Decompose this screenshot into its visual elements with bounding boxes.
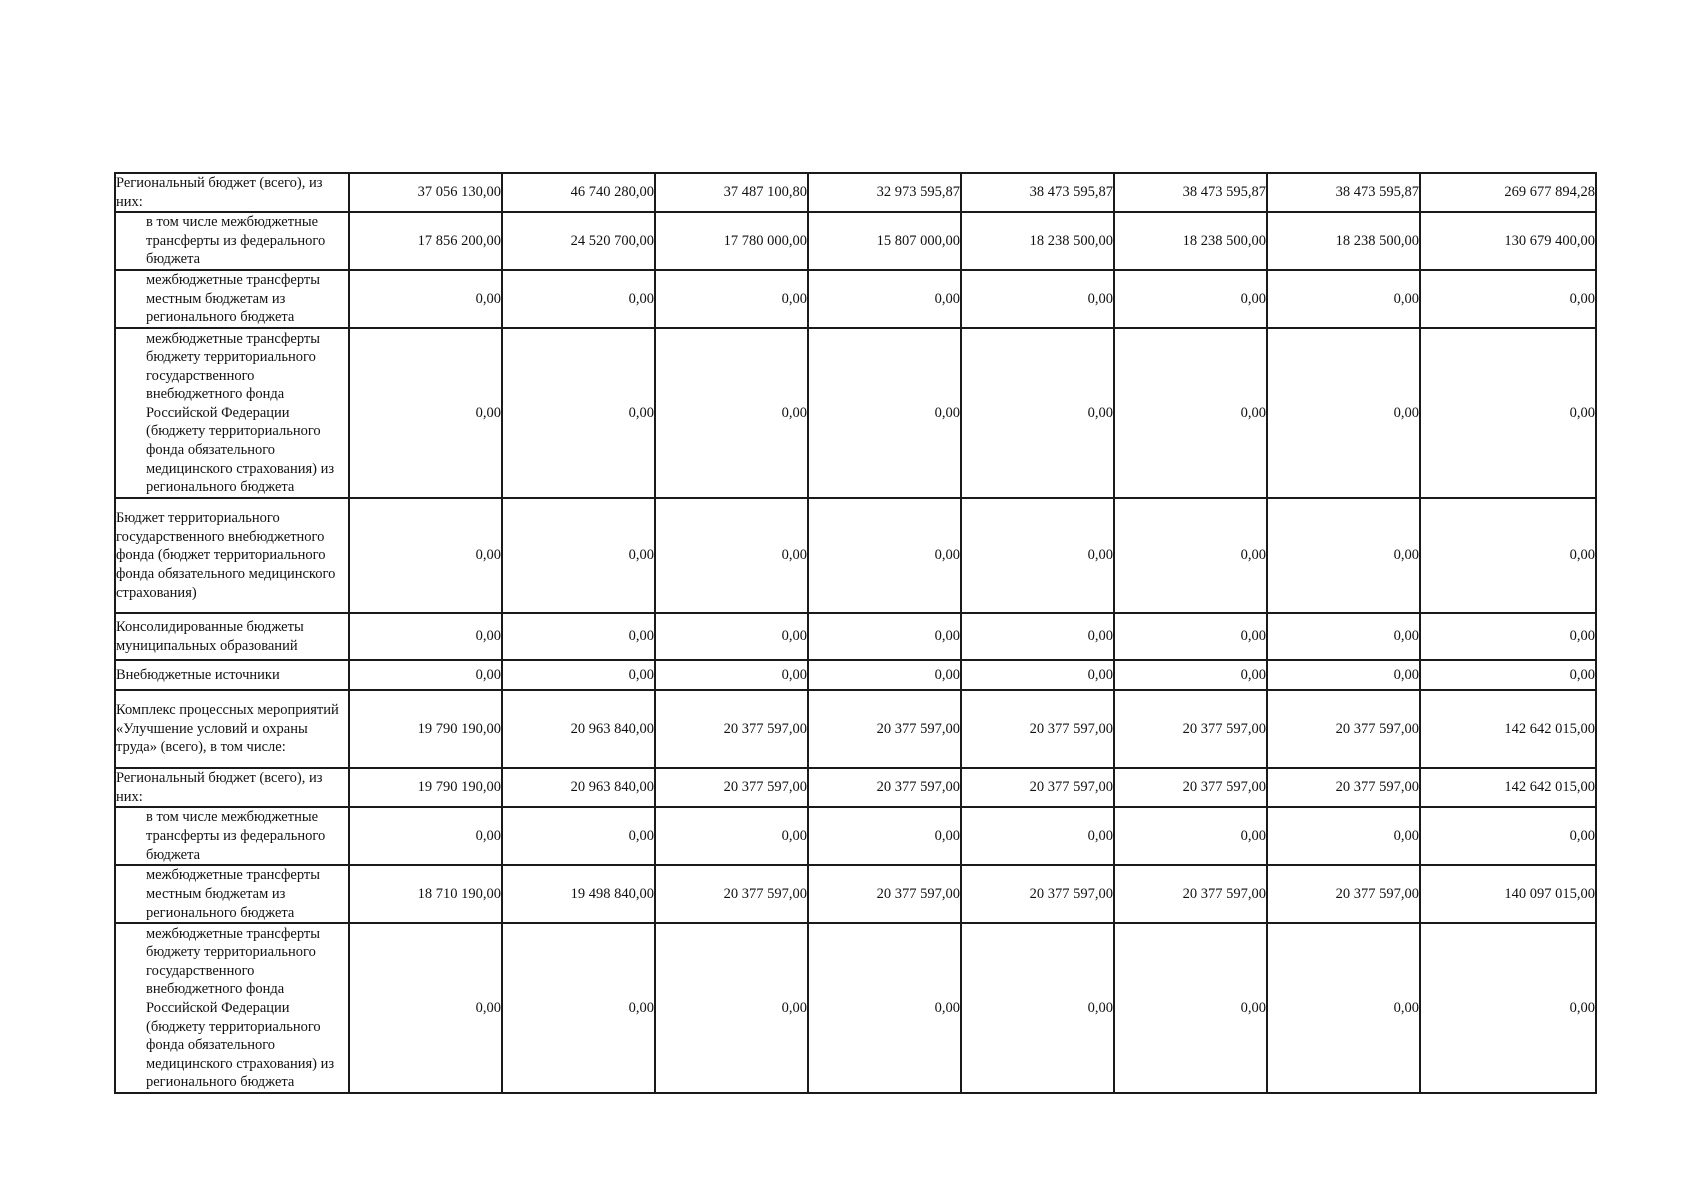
value-cell: 0,00: [502, 613, 655, 660]
row-label: в том числе межбюджетные трансферты из федерального бюджета: [115, 212, 349, 270]
value-cell: 0,00: [349, 923, 502, 1093]
table-row: [115, 660, 1596, 690]
value-cell: 20 377 597,00: [808, 768, 961, 807]
row-label: Консолидированные бюджеты муниципальных образований: [115, 613, 349, 660]
row-label: Региональный бюджет (всего), из них:: [115, 768, 349, 807]
value-cell: 38 473 595,87: [1114, 173, 1267, 212]
value-cell: 0,00: [1420, 328, 1596, 498]
value-cell: 0,00: [349, 613, 502, 660]
value-cell: 0,00: [961, 807, 1114, 865]
value-cell: 0,00: [655, 328, 808, 498]
value-cell: 0,00: [961, 923, 1114, 1093]
value-cell: 0,00: [1420, 270, 1596, 328]
value-cell: 0,00: [808, 270, 961, 328]
value-cell: 0,00: [502, 270, 655, 328]
table-row: [115, 865, 1596, 923]
table-row: [115, 923, 1596, 1093]
value-cell: 18 710 190,00: [349, 865, 502, 923]
value-cell: 130 679 400,00: [1420, 212, 1596, 270]
value-cell: 38 473 595,87: [961, 173, 1114, 212]
value-cell: 37 487 100,80: [655, 173, 808, 212]
table-row: [115, 807, 1596, 865]
value-cell: 0,00: [502, 498, 655, 613]
value-cell: 20 377 597,00: [655, 768, 808, 807]
value-cell: 18 238 500,00: [1267, 212, 1420, 270]
value-cell: 15 807 000,00: [808, 212, 961, 270]
value-cell: 0,00: [1114, 270, 1267, 328]
table-row: [115, 613, 1596, 660]
value-cell: 0,00: [1420, 807, 1596, 865]
value-cell: 0,00: [1267, 328, 1420, 498]
value-cell: 20 377 597,00: [655, 865, 808, 923]
value-cell: 140 097 015,00: [1420, 865, 1596, 923]
table-row: [115, 690, 1596, 768]
value-cell: 0,00: [1114, 613, 1267, 660]
row-label: в том числе межбюджетные трансферты из федерального бюджета: [115, 807, 349, 865]
value-cell: 0,00: [808, 328, 961, 498]
value-cell: 0,00: [349, 807, 502, 865]
value-cell: 20 377 597,00: [808, 865, 961, 923]
value-cell: 0,00: [349, 328, 502, 498]
value-cell: 0,00: [961, 613, 1114, 660]
table-row: [115, 212, 1596, 270]
value-cell: 20 963 840,00: [502, 690, 655, 768]
value-cell: 0,00: [808, 498, 961, 613]
value-cell: 0,00: [502, 807, 655, 865]
value-cell: 24 520 700,00: [502, 212, 655, 270]
value-cell: 0,00: [1420, 923, 1596, 1093]
value-cell: 0,00: [808, 923, 961, 1093]
value-cell: 0,00: [961, 270, 1114, 328]
row-label: межбюджетные трансферты местным бюджетам из регионального бюджета: [115, 270, 349, 328]
row-label: межбюджетные трансферты бюджету территориального государственного внебюджетного фонда Российской Федерации (бюджету территориального фонда обязательного медицинского страхования) из регионального бюджета: [115, 923, 349, 1093]
value-cell: 0,00: [808, 660, 961, 690]
value-cell: 46 740 280,00: [502, 173, 655, 212]
value-cell: 0,00: [349, 498, 502, 613]
value-cell: 0,00: [961, 498, 1114, 613]
row-label: Комплекс процессных мероприятий «Улучшение условий и охраны труда» (всего), в том числе:: [115, 690, 349, 768]
value-cell: 0,00: [1114, 328, 1267, 498]
value-cell: 0,00: [1420, 613, 1596, 660]
value-cell: 20 377 597,00: [655, 690, 808, 768]
value-cell: 38 473 595,87: [1267, 173, 1420, 212]
value-cell: 0,00: [1267, 807, 1420, 865]
budget-table: [114, 172, 1597, 1094]
value-cell: 0,00: [961, 328, 1114, 498]
value-cell: 0,00: [1267, 498, 1420, 613]
row-label: Внебюджетные источники: [115, 660, 349, 690]
value-cell: 19 498 840,00: [502, 865, 655, 923]
value-cell: 0,00: [1267, 613, 1420, 660]
value-cell: 0,00: [808, 807, 961, 865]
value-cell: 20 377 597,00: [1114, 768, 1267, 807]
table-row: [115, 328, 1596, 498]
value-cell: 18 238 500,00: [961, 212, 1114, 270]
value-cell: 0,00: [502, 660, 655, 690]
value-cell: 37 056 130,00: [349, 173, 502, 212]
value-cell: 269 677 894,28: [1420, 173, 1596, 212]
value-cell: 0,00: [1267, 660, 1420, 690]
value-cell: 0,00: [961, 660, 1114, 690]
table-row: [115, 768, 1596, 807]
value-cell: 20 377 597,00: [961, 865, 1114, 923]
value-cell: 0,00: [1114, 498, 1267, 613]
value-cell: 19 790 190,00: [349, 768, 502, 807]
value-cell: 0,00: [808, 613, 961, 660]
value-cell: 0,00: [1420, 498, 1596, 613]
value-cell: 142 642 015,00: [1420, 768, 1596, 807]
value-cell: 18 238 500,00: [1114, 212, 1267, 270]
value-cell: 20 377 597,00: [1267, 690, 1420, 768]
table-row: [115, 270, 1596, 328]
value-cell: 0,00: [1114, 660, 1267, 690]
value-cell: 0,00: [655, 498, 808, 613]
value-cell: 0,00: [1267, 270, 1420, 328]
value-cell: 0,00: [1267, 923, 1420, 1093]
value-cell: 20 377 597,00: [961, 690, 1114, 768]
value-cell: 20 377 597,00: [961, 768, 1114, 807]
value-cell: 20 377 597,00: [1267, 865, 1420, 923]
value-cell: 17 856 200,00: [349, 212, 502, 270]
row-label: межбюджетные трансферты местным бюджетам из регионального бюджета: [115, 865, 349, 923]
value-cell: 20 377 597,00: [1267, 768, 1420, 807]
value-cell: 20 963 840,00: [502, 768, 655, 807]
value-cell: 19 790 190,00: [349, 690, 502, 768]
value-cell: 0,00: [655, 923, 808, 1093]
value-cell: 0,00: [655, 660, 808, 690]
value-cell: 20 377 597,00: [1114, 690, 1267, 768]
value-cell: 0,00: [655, 613, 808, 660]
value-cell: 17 780 000,00: [655, 212, 808, 270]
table-body: [115, 173, 1596, 1093]
value-cell: 0,00: [349, 660, 502, 690]
value-cell: 0,00: [655, 807, 808, 865]
value-cell: 0,00: [502, 923, 655, 1093]
table-row: [115, 498, 1596, 613]
value-cell: 0,00: [1114, 923, 1267, 1093]
value-cell: 32 973 595,87: [808, 173, 961, 212]
value-cell: 0,00: [655, 270, 808, 328]
value-cell: 0,00: [502, 328, 655, 498]
value-cell: 0,00: [1420, 660, 1596, 690]
row-label: Региональный бюджет (всего), из них:: [115, 173, 349, 212]
value-cell: 20 377 597,00: [1114, 865, 1267, 923]
row-label: межбюджетные трансферты бюджету территориального государственного внебюджетного фонда Российской Федерации (бюджету территориального фонда обязательного медицинского страхования) из регионального бюджета: [115, 328, 349, 498]
table-row: [115, 173, 1596, 212]
value-cell: 0,00: [1114, 807, 1267, 865]
value-cell: 20 377 597,00: [808, 690, 961, 768]
value-cell: 0,00: [349, 270, 502, 328]
row-label: Бюджет территориального государственного внебюджетного фонда (бюджет территориального фонда обязательного медицинского страхования): [115, 498, 349, 613]
value-cell: 142 642 015,00: [1420, 690, 1596, 768]
